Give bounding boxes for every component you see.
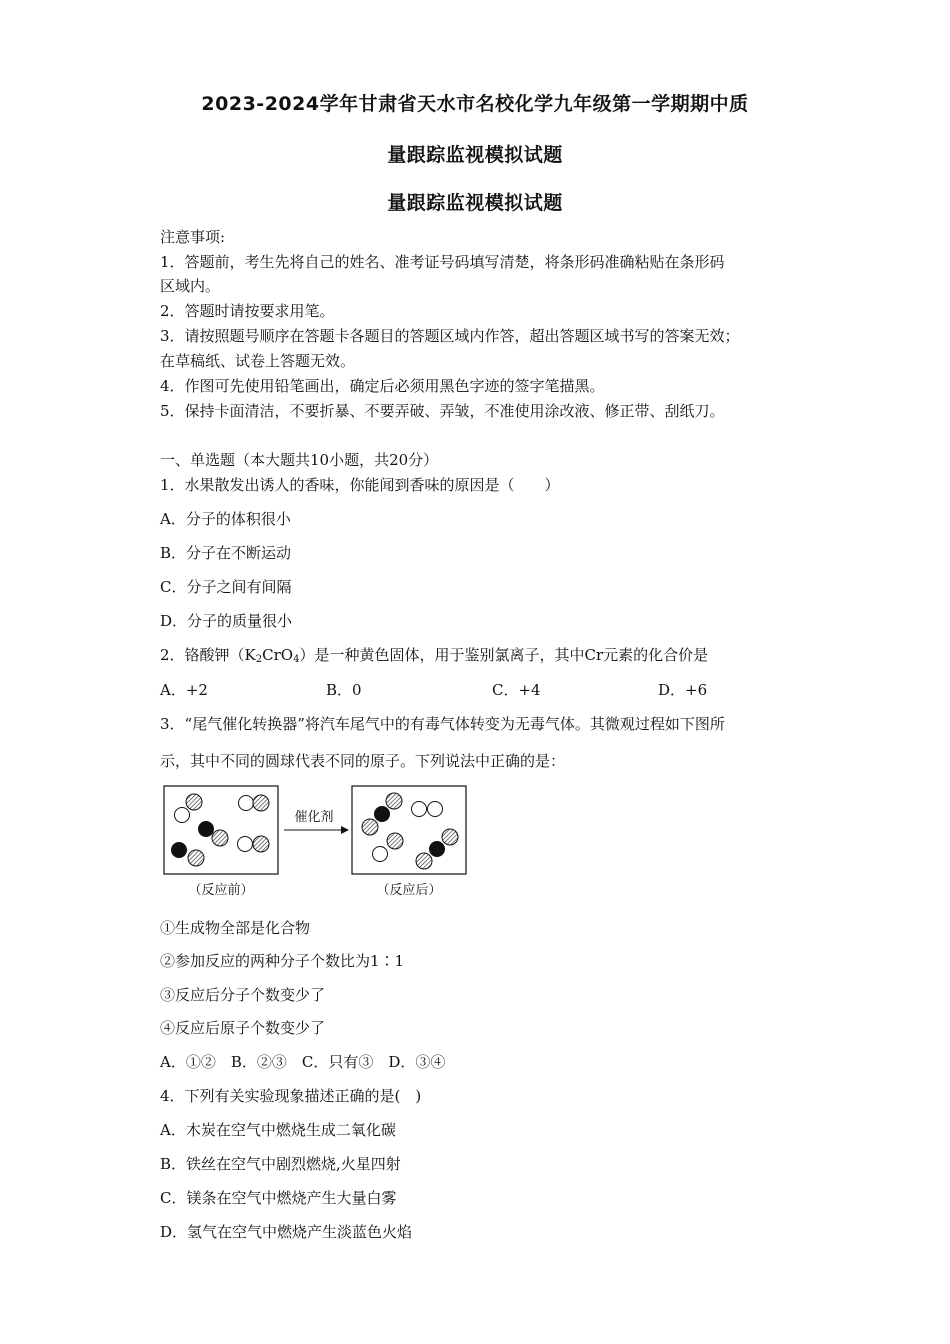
notice-item: 4．作图可先使用铅笔画出，确定后必须用黑色字迹的签字笔描黑。 bbox=[160, 377, 605, 395]
reaction-diagram bbox=[160, 783, 480, 903]
page-title: 2023-2024学年甘肃省天水市名校化学九年级第一学期期中质 bbox=[201, 93, 749, 115]
question-3-stem-continued: 示，其中不同的圆球代表不同的原子。下列说法中正确的是： bbox=[160, 752, 566, 770]
question-4-option-d: D．氢气在空气中燃烧产生淡蓝色火焰 bbox=[160, 1223, 413, 1241]
question-1-option-a: A．分子的体积很小 bbox=[160, 510, 291, 528]
after-label: （反应后） bbox=[376, 883, 442, 898]
before-label: （反应前） bbox=[188, 883, 254, 898]
question-2-stem: 2．铬酸钾$(K_2CrO_4)$是一种黄色固体，用于鉴别氯离子，其中Cr元素的化合价是 bbox=[160, 646, 709, 665]
white-atom-icon bbox=[175, 808, 190, 823]
white-atom-icon bbox=[428, 802, 443, 817]
hatched-atom-icon bbox=[442, 829, 458, 845]
hatched-atom-icon bbox=[212, 830, 228, 846]
arrow-head-icon bbox=[341, 826, 349, 834]
notice-item: 在草稿纸、试卷上答题无效。 bbox=[160, 352, 356, 370]
black-atom-icon bbox=[430, 842, 445, 857]
notice-item: 3．请按照题号顺序在答题卡各题目的答题区域内作答，超出答题区域书写的答案无效； bbox=[160, 327, 740, 345]
question-4-option-c: C．镁条在空气中燃烧产生大量白雾 bbox=[160, 1189, 397, 1207]
question-4-stem: 4．下列有关实验现象描述正确的是( ) bbox=[160, 1087, 422, 1105]
page-subtitle: 量跟踪监视模拟试题 bbox=[387, 192, 563, 214]
notice-item: 1．答题前，考生先将自己的姓名、准考证号码填写清楚，将条形码准确粘贴在条形码 bbox=[160, 253, 725, 271]
question-3-statement-3: ③反应后分子个数变少了 bbox=[160, 986, 326, 1004]
hatched-atom-icon bbox=[253, 795, 269, 811]
hatched-atom-icon bbox=[186, 794, 202, 810]
white-atom-icon bbox=[373, 847, 388, 862]
black-atom-icon bbox=[199, 822, 214, 837]
notice-heading: 注意事项: bbox=[160, 228, 226, 246]
question-1-stem: 1．水果散发出诱人的香味，你能闻到香味的原因是（ ） bbox=[160, 476, 560, 494]
black-atom-icon bbox=[172, 843, 187, 858]
hatched-atom-icon bbox=[387, 833, 403, 849]
hatched-atom-icon bbox=[188, 850, 204, 866]
question-1-option-d: D．分子的质量很小 bbox=[160, 612, 293, 630]
section-heading: 一、单选题（本大题共10小题，共20分） bbox=[160, 451, 439, 469]
catalyst-label: 催化剂 bbox=[294, 810, 334, 825]
question-1-option-c: C．分子之间有间隔 bbox=[160, 578, 292, 596]
question-2-option-c: C．+4 bbox=[492, 681, 541, 699]
question-3-statement-2: ②参加反应的两种分子个数比为1∶1 bbox=[160, 952, 405, 970]
after-molecules bbox=[362, 793, 458, 869]
hatched-atom-icon bbox=[362, 819, 378, 835]
white-atom-icon bbox=[238, 837, 253, 852]
question-4-option-b: B．铁丝在空气中剧烈燃烧,火星四射 bbox=[160, 1155, 401, 1173]
question-4-option-a: A．木炭在空气中燃烧生成二氧化碳 bbox=[160, 1121, 396, 1139]
question-2-option-a: A．+2 bbox=[160, 681, 208, 699]
hatched-atom-icon bbox=[253, 836, 269, 852]
white-atom-icon bbox=[239, 796, 254, 811]
question-3-options: A．①② B．②③ C．只有③ D．③④ bbox=[160, 1053, 446, 1071]
question-2-option-b: B．0 bbox=[326, 681, 362, 699]
question-3-statement-1: ①生成物全部是化合物 bbox=[160, 919, 311, 937]
question-2-option-d: D．+6 bbox=[658, 681, 708, 699]
white-atom-icon bbox=[412, 802, 427, 817]
notice-item: 2．答题时请按要求用笔。 bbox=[160, 302, 335, 320]
notice-item: 5．保持卡面清洁，不要折暴、不要弄破、弄皱，不准使用涂改液、修正带、刮纸刀。 bbox=[160, 402, 725, 420]
hatched-atom-icon bbox=[416, 853, 432, 869]
before-molecules bbox=[172, 794, 270, 866]
page-title-continued: 量跟踪监视模拟试题 bbox=[387, 144, 563, 166]
question-3-statement-4: ④反应后原子个数变少了 bbox=[160, 1019, 326, 1037]
notice-item: 区域内。 bbox=[160, 277, 221, 295]
black-atom-icon bbox=[375, 807, 390, 822]
question-3-stem: 3．“尾气催化转换器”将汽车尾气中的有毒气体转变为无毒气体。其微观过程如下图所 bbox=[160, 715, 725, 733]
hatched-atom-icon bbox=[386, 793, 402, 809]
question-1-option-b: B．分子在不断运动 bbox=[160, 544, 292, 562]
